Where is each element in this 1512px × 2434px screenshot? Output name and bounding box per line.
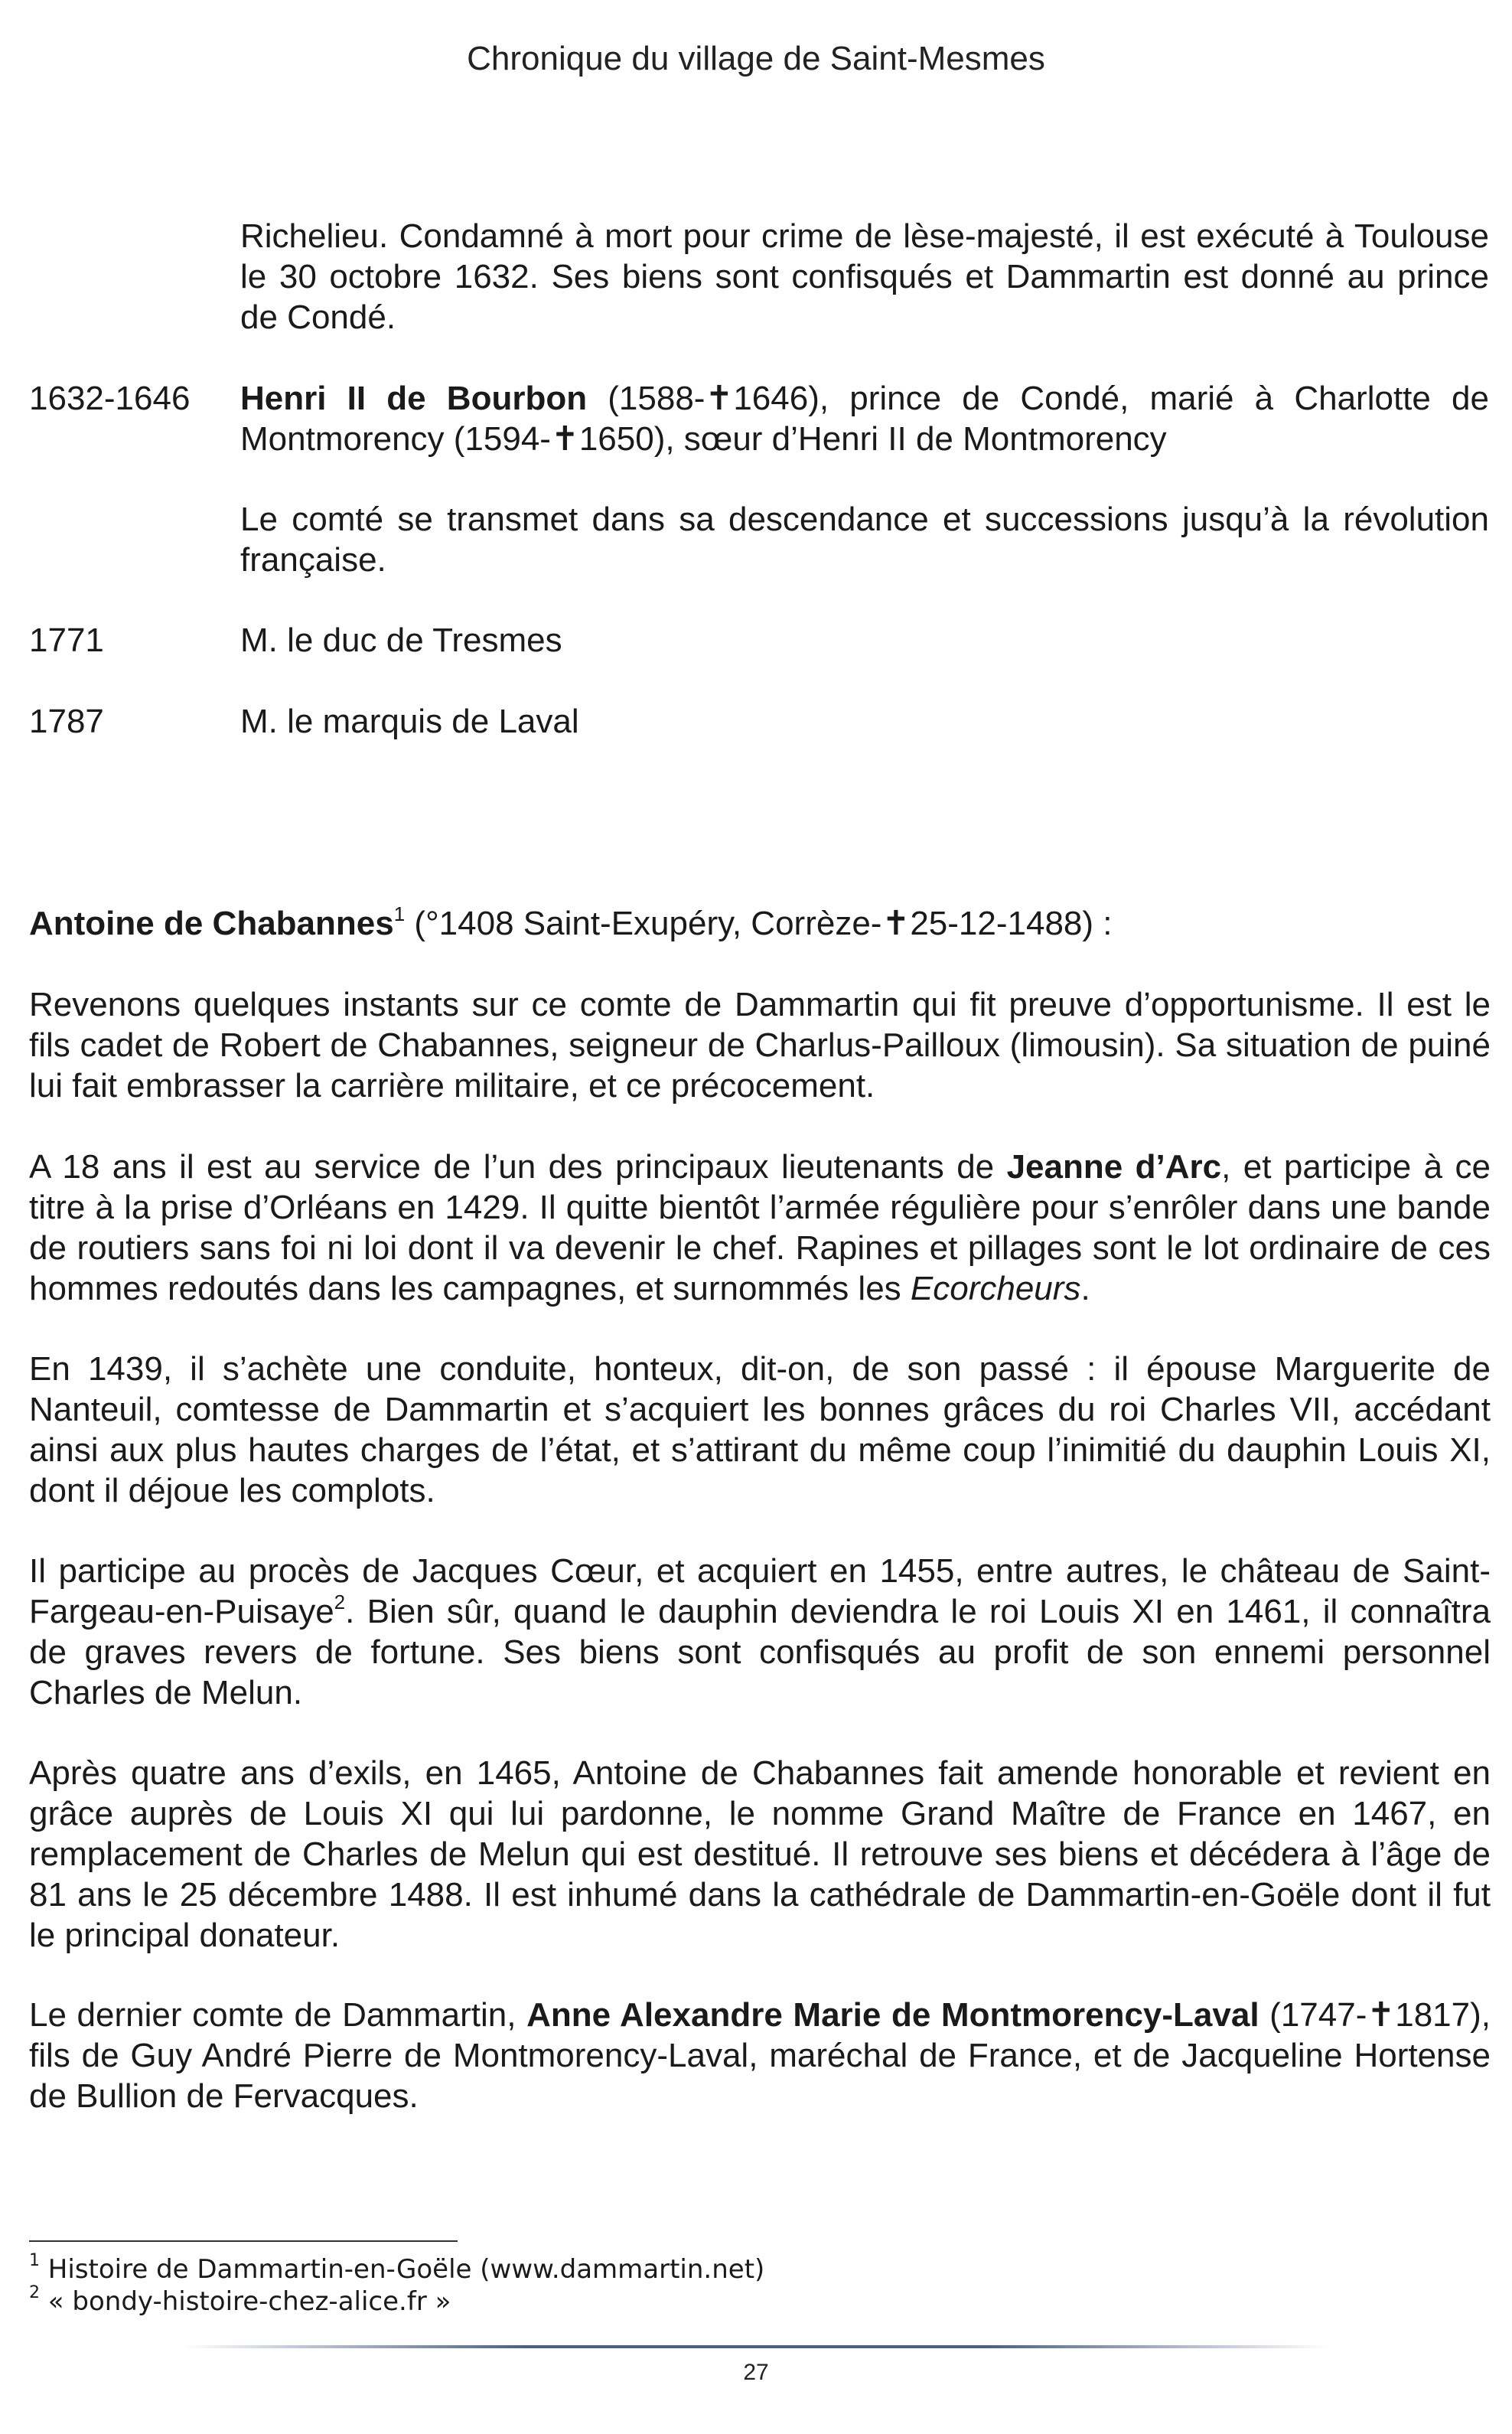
- paragraph-text: Il participe au procès de Jacques Cœur, et acquiert en 1455, entre autres, le château de Saint-Fargeau-en-Puisaye: [29, 1552, 1491, 1630]
- footnote-ref: 2: [334, 1591, 346, 1614]
- paragraph: [29, 1147, 1491, 1309]
- bold-name: Anne Alexandre Marie de Montmorency-Laval: [526, 1996, 1259, 2034]
- running-header: Chronique du village de Saint-Mesmes: [467, 40, 1045, 77]
- paragraph: En 1439, il s’achète une conduite, honteux, dit-on, de son passé : il épouse Marguerite de Nanteuil, comtesse de Dammartin et s’acquiert les bonnes grâces du roi Charles VII, accédant ainsi aux plus hautes charges de l’état, et s’attirant du même coup l’inimitié du dauphin Louis XI, dont il déjoue les complots.: [29, 1350, 1491, 1509]
- entry-date: 1787: [29, 703, 104, 740]
- footnote-text: Histoire de Dammartin-en-Goële (www.dammartin.net): [40, 2254, 765, 2285]
- footnote: [29, 2250, 1330, 2286]
- footer-divider: [182, 2345, 1330, 2348]
- section-heading-name: Antoine de Chabannes: [29, 905, 394, 942]
- entry-description: [240, 378, 1489, 459]
- paragraph-text: . Bien sûr, quand le dauphin deviendra le roi Louis XI en 1461, il connaîtra de graves revers de fortune. Ses biens sont confisqués au profit de son ennemi personnel Charles de Melun.: [29, 1593, 1491, 1711]
- footnote: [29, 2282, 1330, 2318]
- bold-name: Jeanne d’Arc: [1006, 1148, 1222, 1186]
- paragraph-text: , et participe à ce titre à la prise d’Orléans en 1429. Il quitte bientôt l’armée régulière pour s’enrôler dans une bande de routiers sans foi ni loi dont il va devenir le chef. Rapines et pillages sont le lot ordinaire de ces hommes redoutés dans les campagnes, et surnommés les: [29, 1148, 1491, 1307]
- footnote-number: 1: [29, 2250, 40, 2270]
- footnote-number: 2: [29, 2282, 40, 2302]
- paragraph-text: .: [1080, 1270, 1090, 1307]
- paragraph-text: Le dernier comte de Dammartin,: [29, 1996, 527, 2034]
- section-heading: [29, 903, 1491, 944]
- entry-date: 1632-1646: [29, 380, 191, 417]
- footnote-separator: [29, 2240, 458, 2242]
- section-heading-dates: (°1408 Saint-Exupéry, Corrèze-✝25-12-1488) :: [405, 905, 1113, 942]
- entry-date: 1771: [29, 622, 104, 659]
- paragraph-text: (1747-✝1817), fils de Guy André Pierre de Montmorency-Laval, maréchal de France, et de Jacqueline Hortense de Bullion de Fervacques.: [29, 1996, 1491, 2115]
- page-number: 27: [743, 2360, 769, 2385]
- paragraph-text: A 18 ans il est au service de l’un des principaux lieutenants de: [29, 1148, 1007, 1186]
- italic-term: Ecorcheurs: [910, 1270, 1081, 1307]
- paragraph: Après quatre ans d’exils, en 1465, Antoine de Chabannes fait amende honorable et revient en grâce auprès de Louis XI qui lui pardonne, le nomme Grand Maître de France en 1467, en remplacement de Charles de Melun qui est destitué. Il retrouve ses biens et décédera à l’âge de 81 ans le 25 décembre 1488. Il est inhumé dans la cathédrale de Dammartin-en-Goële dont il fut le principal donateur.: [29, 1754, 1491, 1954]
- entry-text: (1588-✝1646), prince de Condé, marié à Charlotte de Montmorency (1594-✝1650), sœur d’Henri II de Montmorency: [240, 380, 1489, 458]
- paragraph: Revenons quelques instants sur ce comte de Dammartin qui fit preuve d’opportunisme. Il est le fils cadet de Robert de Chabannes, seigneur de Charlus-Pailloux (limousin). Sa situation de puiné lui fait embrasser la carrière militaire, et ce précocement.: [29, 986, 1491, 1104]
- entry-name: Henri II de Bourbon: [240, 380, 588, 417]
- paragraph: [29, 1995, 1491, 2116]
- entry-note: Le comté se transmet dans sa descendance et successions jusqu’à la révolution française.: [240, 501, 1489, 579]
- paragraph: [29, 1551, 1491, 1713]
- entry-text: M. le marquis de Laval: [240, 703, 579, 740]
- footnote-text: « bondy-histoire-chez-alice.fr »: [40, 2286, 451, 2317]
- entry-text: M. le duc de Tresmes: [240, 622, 562, 659]
- footnote-ref: 1: [393, 902, 406, 926]
- intro-text: Richelieu. Condamné à mort pour crime de lèse-majesté, il est exécuté à Toulouse le 30 octobre 1632. Ses biens sont confisqués et Dammartin est donné au prince de Condé.: [240, 217, 1489, 336]
- footnotes: [29, 2250, 1330, 2318]
